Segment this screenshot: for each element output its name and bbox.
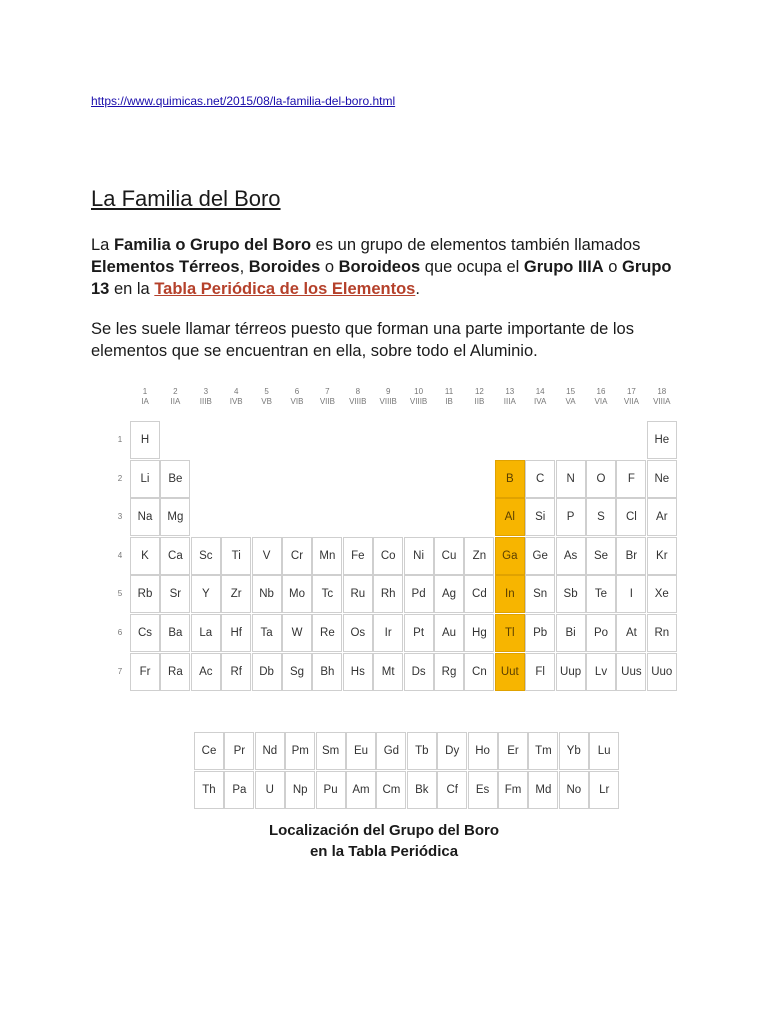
group-header — [160, 387, 190, 407]
caption-line-1: Localización del Grupo del Boro — [268, 822, 500, 839]
group-number: 14 — [535, 387, 545, 396]
element-cell-sb: Sb — [556, 575, 586, 613]
element-cell-cf: Cf — [437, 771, 467, 809]
group-label: IVB — [229, 397, 243, 406]
element-cell-na: Na — [130, 498, 160, 536]
group-number: 17 — [626, 387, 636, 396]
element-cell-th: Th — [194, 771, 224, 809]
element-cell-ir: Ir — [373, 614, 403, 652]
element-cell-rf: Rf — [221, 653, 251, 691]
group-label: VIA — [594, 397, 608, 406]
element-cell-lu: Lu — [589, 732, 619, 770]
element-cell-at: At — [616, 614, 646, 652]
element-cell-er: Er — [498, 732, 528, 770]
element-cell-rh: Rh — [373, 575, 403, 613]
group-header — [373, 387, 403, 407]
element-cell-pm: Pm — [285, 732, 315, 770]
intro-text: o — [603, 258, 622, 276]
element-cell-mn: Mn — [312, 537, 342, 575]
element-cell-cr: Cr — [282, 537, 312, 575]
element-cell-ni: Ni — [404, 537, 434, 575]
element-cell-he: He — [647, 421, 677, 459]
intro-bold-family: Familia o Grupo del Boro — [113, 236, 312, 254]
intro-bold-terreos: Elementos Térreos — [91, 258, 240, 276]
element-cell-np: Np — [285, 771, 315, 809]
group-number: 16 — [596, 387, 606, 396]
element-cell-mo: Mo — [282, 575, 312, 613]
element-cell-mg: Mg — [160, 498, 190, 536]
group-header — [586, 387, 616, 407]
element-cell-es: Es — [468, 771, 498, 809]
element-cell-re: Re — [312, 614, 342, 652]
element-cell-k: K — [130, 537, 160, 575]
periodic-table-link[interactable]: Tabla Periódica de los Elementos — [154, 280, 416, 298]
group-header — [282, 387, 312, 407]
element-cell-yb: Yb — [559, 732, 589, 770]
group-header — [191, 387, 221, 407]
figure-caption — [0, 820, 768, 862]
element-cell-tc: Tc — [312, 575, 342, 613]
element-cell-nb: Nb — [252, 575, 282, 613]
intro-bold-grupo-iiia: Grupo IIIA — [523, 258, 604, 276]
element-cell-co: Co — [373, 537, 403, 575]
element-cell-os: Os — [343, 614, 373, 652]
element-cell-pr: Pr — [224, 732, 254, 770]
element-cell-ar: Ar — [647, 498, 677, 536]
group-header — [464, 387, 494, 407]
element-cell-ac: Ac — [191, 653, 221, 691]
element-cell-y: Y — [191, 575, 221, 613]
caption-line-2: en la Tabla Periódica — [309, 843, 459, 860]
element-cell-sr: Sr — [160, 575, 190, 613]
intro-bold-grupo-13: Grupo 13 — [91, 258, 672, 298]
element-cell-mt: Mt — [373, 653, 403, 691]
element-cell-pa: Pa — [224, 771, 254, 809]
group-label: VIIIB — [409, 397, 428, 406]
element-cell-ag: Ag — [434, 575, 464, 613]
element-cell-la: La — [191, 614, 221, 652]
element-cell-ce: Ce — [194, 732, 224, 770]
group-number: 12 — [474, 387, 484, 396]
element-cell-eu: Eu — [346, 732, 376, 770]
group-header — [495, 387, 525, 407]
group-header — [404, 387, 434, 407]
element-cell-zr: Zr — [221, 575, 251, 613]
group-label: VIIIA — [653, 397, 671, 406]
element-cell-s: S — [586, 498, 616, 536]
intro-text: es un grupo de elementos también llamados — [311, 236, 641, 254]
intro-bold-boroides: Boroides — [248, 258, 321, 276]
group-number: 7 — [325, 387, 330, 396]
element-cell-ba: Ba — [160, 614, 190, 652]
element-cell-cm: Cm — [376, 771, 406, 809]
element-cell-db: Db — [252, 653, 282, 691]
element-cell-uup: Uup — [556, 653, 586, 691]
element-cell-ca: Ca — [160, 537, 190, 575]
element-cell-ga: Ga — [495, 537, 525, 575]
element-cell-al: Al — [495, 498, 525, 536]
element-cell-p: P — [556, 498, 586, 536]
element-cell-bi: Bi — [556, 614, 586, 652]
element-cell-sn: Sn — [525, 575, 555, 613]
period-number: 1 — [117, 435, 123, 444]
element-cell-nd: Nd — [255, 732, 285, 770]
group-label: IVA — [534, 397, 547, 406]
intro-text: , — [239, 258, 249, 276]
element-cell-pb: Pb — [525, 614, 555, 652]
element-cell-hs: Hs — [343, 653, 373, 691]
element-cell-o: O — [586, 460, 616, 498]
element-cell-be: Be — [160, 460, 190, 498]
group-header — [252, 387, 282, 407]
group-label: IIIB — [199, 397, 212, 406]
page-title: La Familia del Boro — [91, 186, 281, 211]
group-label: IB — [445, 397, 453, 406]
element-cell-lr: Lr — [589, 771, 619, 809]
element-cell-no: No — [559, 771, 589, 809]
element-cell-li: Li — [130, 460, 160, 498]
element-cell-b: B — [495, 460, 525, 498]
element-cell-fe: Fe — [343, 537, 373, 575]
element-cell-se: Se — [586, 537, 616, 575]
element-cell-ra: Ra — [160, 653, 190, 691]
element-cell-ta: Ta — [252, 614, 282, 652]
period-number: 5 — [117, 589, 123, 599]
group-number: 15 — [566, 387, 576, 396]
element-cell-in: In — [495, 575, 525, 613]
source-link[interactable]: https://www.quimicas.net/2015/08/la-familia-del-boro.html — [91, 94, 396, 108]
element-cell-uut: Uut — [495, 653, 525, 691]
element-cell-tm: Tm — [528, 732, 558, 770]
group-number: 9 — [385, 387, 391, 396]
group-number: 8 — [355, 387, 361, 396]
group-number: 1 — [142, 387, 148, 396]
period-number: 6 — [117, 628, 123, 637]
element-cell-n: N — [556, 460, 586, 498]
intro-text: en la — [109, 280, 155, 298]
element-cell-ds: Ds — [404, 653, 434, 691]
element-cell-bh: Bh — [312, 653, 342, 691]
group-label: IIB — [474, 397, 485, 406]
element-cell-cd: Cd — [464, 575, 494, 613]
element-cell-po: Po — [586, 614, 616, 652]
group-header — [343, 387, 373, 407]
element-cell-pt: Pt — [404, 614, 434, 652]
group-header — [556, 387, 586, 407]
element-cell-uus: Uus — [616, 653, 646, 691]
group-label: VIIIB — [349, 397, 367, 406]
group-number: 11 — [444, 387, 454, 396]
element-cell-am: Am — [346, 771, 376, 809]
element-cell-cu: Cu — [434, 537, 464, 575]
element-cell-xe: Xe — [647, 575, 677, 613]
group-number: 2 — [173, 387, 178, 396]
intro-text: . — [415, 280, 420, 298]
period-number: 2 — [117, 473, 123, 483]
element-cell-hg: Hg — [464, 614, 494, 652]
element-cell-f: F — [616, 460, 646, 498]
element-cell-fr: Fr — [130, 653, 160, 691]
element-cell-ru: Ru — [343, 575, 373, 613]
group-header — [434, 387, 464, 407]
element-cell-ho: Ho — [468, 732, 498, 770]
element-cell-pd: Pd — [404, 575, 434, 613]
group-label: VA — [565, 397, 576, 406]
period-number: 7 — [117, 666, 123, 676]
element-cell-cl: Cl — [616, 498, 646, 536]
element-cell-au: Au — [434, 614, 464, 652]
element-cell-zn: Zn — [464, 537, 494, 575]
element-cell-md: Md — [528, 771, 558, 809]
period-number: 4 — [117, 550, 123, 560]
element-cell-h: H — [130, 421, 160, 459]
group-label: VIB — [290, 397, 304, 406]
group-label: VIIA — [623, 397, 639, 406]
group-label: VIIB — [319, 397, 335, 406]
element-cell-br: Br — [616, 537, 646, 575]
element-cell-pu: Pu — [316, 771, 346, 809]
element-cell-tb: Tb — [407, 732, 437, 770]
element-cell-bk: Bk — [407, 771, 437, 809]
intro-text: o — [320, 258, 339, 276]
group-number: 4 — [233, 387, 239, 396]
element-cell-as: As — [556, 537, 586, 575]
element-cell-cs: Cs — [130, 614, 160, 652]
element-cell-te: Te — [586, 575, 616, 613]
element-cell-uuo: Uuo — [647, 653, 677, 691]
element-cell-u: U — [255, 771, 285, 809]
group-label: IIIA — [503, 397, 516, 406]
element-cell-tl: Tl — [495, 614, 525, 652]
element-cell-ge: Ge — [525, 537, 555, 575]
group-header — [647, 387, 677, 407]
group-header — [221, 387, 251, 407]
element-cell-v: V — [252, 537, 282, 575]
group-number: 6 — [294, 387, 300, 396]
intro-bold-boroideos: Boroideos — [338, 258, 421, 276]
element-cell-kr: Kr — [647, 537, 677, 575]
element-cell-ti: Ti — [221, 537, 251, 575]
group-number: 13 — [505, 387, 515, 396]
element-cell-lv: Lv — [586, 653, 616, 691]
group-number: 18 — [657, 387, 667, 396]
group-label: IIA — [170, 397, 181, 406]
period-number: 3 — [117, 512, 123, 522]
element-cell-c: C — [525, 460, 555, 498]
group-header — [616, 387, 646, 407]
element-cell-si: Si — [525, 498, 555, 536]
element-cell-ne: Ne — [647, 460, 677, 498]
element-cell-sc: Sc — [191, 537, 221, 575]
intro-paragraph — [91, 234, 691, 300]
element-cell-fl: Fl — [525, 653, 555, 691]
group-number: 3 — [203, 387, 209, 396]
element-cell-cn: Cn — [464, 653, 494, 691]
element-cell-i: I — [616, 575, 646, 613]
element-cell-dy: Dy — [437, 732, 467, 770]
group-number: 10 — [414, 387, 424, 396]
group-number: 5 — [264, 387, 269, 396]
group-label: VB — [261, 397, 272, 406]
group-header — [312, 387, 342, 407]
intro-text: que ocupa el — [420, 258, 524, 276]
element-cell-rb: Rb — [130, 575, 160, 613]
element-cell-rg: Rg — [434, 653, 464, 691]
element-cell-sg: Sg — [282, 653, 312, 691]
element-cell-rn: Rn — [647, 614, 677, 652]
element-cell-hf: Hf — [221, 614, 251, 652]
element-cell-fm: Fm — [498, 771, 528, 809]
group-label: IA — [141, 397, 149, 406]
intro-text: La — [91, 236, 114, 254]
second-paragraph: Se les suele llamar térreos puesto que forman una parte importante de los elementos que se encuentran en ella, sobre todo el Aluminio. — [91, 320, 634, 360]
element-cell-sm: Sm — [316, 732, 346, 770]
element-cell-w: W — [282, 614, 312, 652]
element-cell-gd: Gd — [376, 732, 406, 770]
group-header — [130, 387, 160, 407]
group-label: VIIIB — [379, 397, 397, 406]
group-header — [525, 387, 555, 407]
